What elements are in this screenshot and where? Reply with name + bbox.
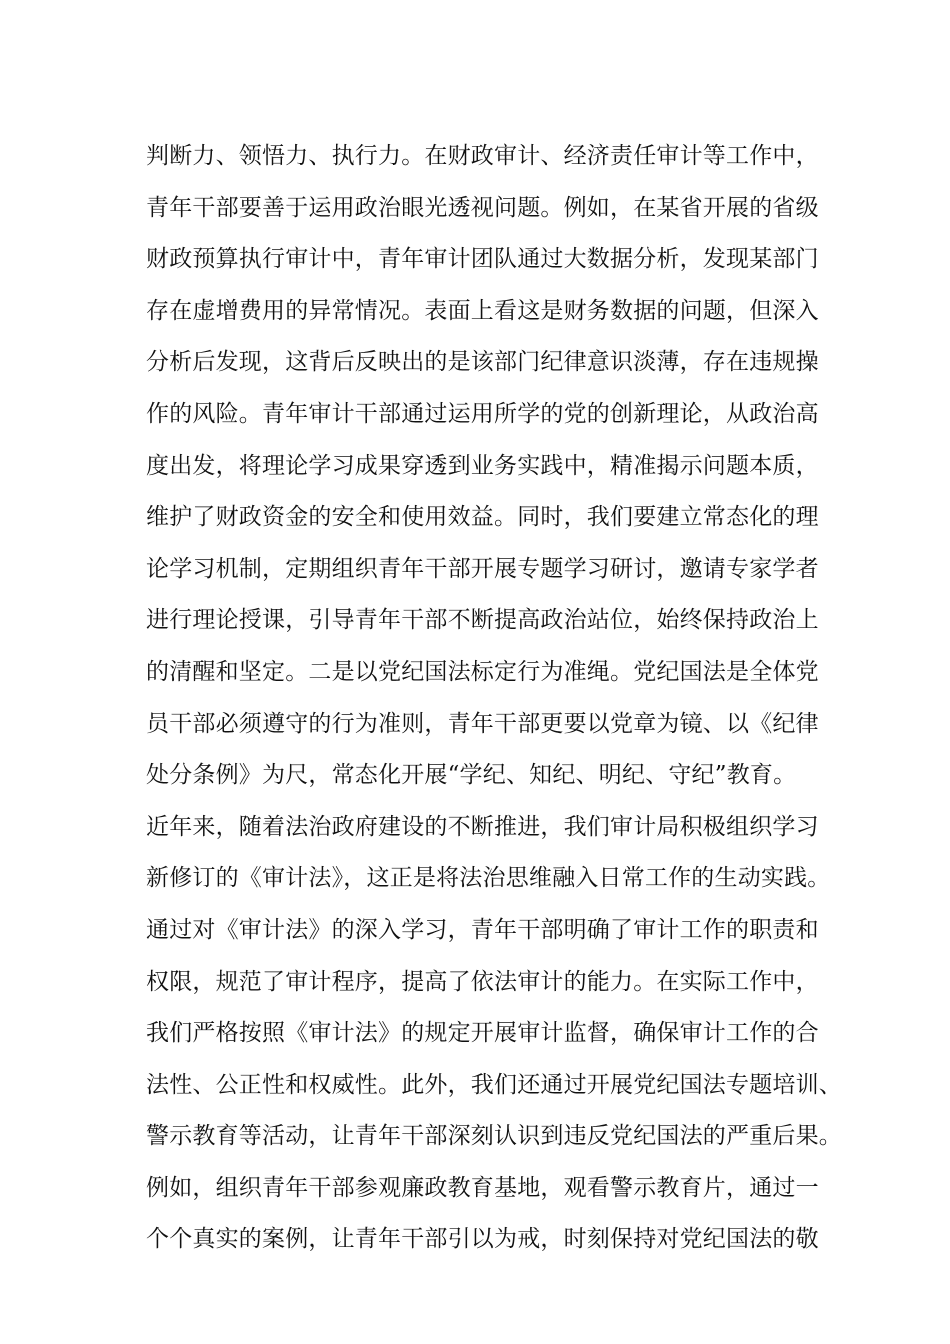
text-line: 法性、公正性和权威性。此外，我们还通过开展党纪国法专题培训、 <box>146 1071 842 1098</box>
text-line: 员干部必须遵守的行为准则，青年干部更要以党章为镜、以《纪律 <box>146 710 819 737</box>
text-line: 分析后发现，这背后反映出的是该部门纪律意识淡薄，存在违规操 <box>146 349 819 376</box>
body-text <box>146 131 846 1266</box>
text-line: 例如，组织青年干部参观廉政教育基地，观看警示教育片，通过一 <box>146 1174 819 1201</box>
text-line: 近年来，随着法治政府建设的不断推进，我们审计局积极组织学习 <box>146 813 819 840</box>
text-line: 新修订的《审计法》，这正是将法治思维融入日常工作的生动实践。 <box>146 865 831 892</box>
text-line: 的清醒和坚定。二是以党纪国法标定行为准绳。党纪国法是全体党 <box>146 658 819 685</box>
text-line: 个个真实的案例，让青年干部引以为戒，时刻保持对党纪国法的敬 <box>146 1226 819 1253</box>
text-line: 进行理论授课，引导青年干部不断提高政治站位，始终保持政治上 <box>146 607 819 634</box>
text-line: 我们严格按照《审计法》的规定开展审计监督，确保审计工作的合 <box>146 1020 819 1047</box>
text-line: 通过对《审计法》的深入学习，青年干部明确了审计工作的职责和 <box>146 916 819 943</box>
text-line: 论学习机制，定期组织青年干部开展专题学习研讨，邀请专家学者 <box>146 555 819 582</box>
text-line: 青年干部要善于运用政治眼光透视问题。例如，在某省开展的省级 <box>146 194 819 221</box>
text-line: 判断力、领悟力、执行力。在财政审计、经济责任审计等工作中， <box>146 143 819 169</box>
text-line: 财政预算执行审计中，青年审计团队通过大数据分析，发现某部门 <box>146 246 819 273</box>
text-line: 度出发，将理论学习成果穿透到业务实践中，精准揭示问题本质， <box>146 452 819 479</box>
text-line: 处分条例》为尺，常态化开展“学纪、知纪、明纪、守纪”教育。 <box>146 762 797 789</box>
text-line: 警示教育等活动，让青年干部深刻认识到违反党纪国法的严重后果。 <box>146 1123 842 1150</box>
text-line: 存在虚增费用的异常情况。表面上看这是财务数据的问题，但深入 <box>146 297 819 324</box>
text-line: 维护了财政资金的安全和使用效益。同时，我们要建立常态化的理 <box>146 504 819 531</box>
text-line: 作的风险。青年审计干部通过运用所学的党的创新理论，从政治高 <box>146 400 819 427</box>
text-line: 权限，规范了审计程序，提高了依法审计的能力。在实际工作中， <box>146 968 819 995</box>
